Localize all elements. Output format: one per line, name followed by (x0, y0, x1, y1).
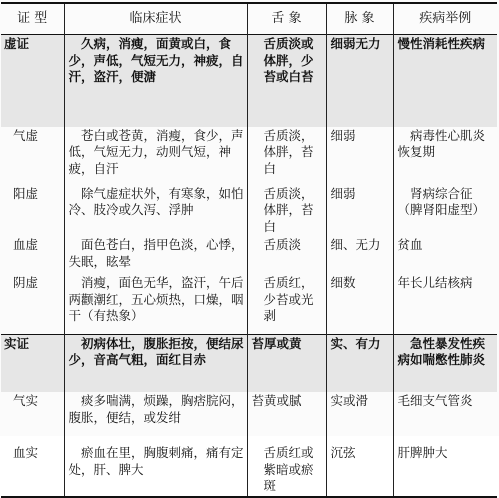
table-row-deficiency (1, 35, 497, 127)
cell-type: 阴虚 (13, 275, 39, 290)
cell-example: 病毒性心肌炎恢复期 (393, 127, 497, 185)
cell-type: 血虚 (13, 237, 39, 252)
header-tongue: 舌 象 (247, 3, 326, 35)
cell-tongue: 舌质淡，体胖，苔白 (247, 127, 326, 185)
cell-tongue: 苔厚或黄 (247, 334, 326, 392)
header-row (1, 3, 497, 35)
cell-type: 虚证 (1, 35, 64, 127)
syndrome-table (1, 2, 497, 498)
header-type: 证 型 (17, 10, 48, 26)
cell-symptoms: 苍白或苍黄，消瘦，食少，声低，气短无力，动则气短，神疲，自汗 (64, 127, 247, 185)
header-symptoms: 临床症状 (64, 3, 247, 35)
cell-tongue: 舌质淡，体胖，苔白 (247, 185, 326, 237)
cell-tongue: 舌质淡 (247, 236, 326, 274)
table-row (1, 236, 497, 274)
cell-tongue: 舌质淡或体胖，少苔或白苔 (247, 35, 326, 127)
cell-example: 年长儿结核病 (393, 274, 497, 334)
header-pulse: 脉 象 (326, 3, 393, 35)
cell-symptoms: 瘀血在里，胸腹刺痛，痛有定处，肝、脾大 (64, 444, 247, 497)
cell-pulse: 实或滑 (326, 392, 393, 444)
header-example: 疾病举例 (393, 3, 497, 35)
cell-tongue: 苔黄或腻 (247, 392, 326, 444)
cell-symptoms: 初病体壮，腹胀拒按，便结尿少，音高气粗，面红目赤 (64, 334, 247, 392)
table-row (1, 127, 497, 185)
cell-type: 实证 (1, 334, 64, 392)
cell-pulse: 沉弦 (326, 444, 393, 497)
cell-pulse: 细弱 (326, 127, 393, 185)
cell-tongue: 舌质红，少苔或光剥 (247, 274, 326, 334)
cell-tongue: 舌质红或紫暗或瘀斑 (247, 444, 326, 497)
cell-type: 阳虚 (13, 185, 39, 201)
cell-symptoms: 面色苍白，指甲色淡，心悸，失眠，眩晕 (64, 236, 247, 274)
cell-pulse: 细弱无力 (326, 35, 393, 127)
cell-symptoms: 痰多喘满，烦躁，胸痞脘闷，腹胀，便结，或发绀 (64, 392, 247, 444)
table-row (1, 185, 497, 237)
cell-type: 气虚 (13, 127, 39, 143)
cell-example: 慢性消耗性疾病 (393, 35, 497, 127)
cell-symptoms: 除气虚症状外，有寒象，如怕冷、肢冷或久泻、浮肿 (64, 185, 247, 237)
cell-pulse: 实、有力 (326, 334, 393, 392)
cell-example: 贫血 (393, 236, 497, 274)
table-row (1, 444, 497, 497)
table-row-excess (1, 334, 497, 392)
cell-type: 气实 (13, 393, 39, 408)
cell-symptoms: 消瘦，面色无华，盗汗，午后两颧潮红，五心烦热，口燥，咽干（有热象） (64, 274, 247, 334)
cell-pulse: 细、无力 (326, 236, 393, 274)
cell-symptoms: 久病，消瘦，面黄或白，食少，声低，气短无力，神疲，自汗，盗汗，便溏 (64, 35, 247, 127)
table-row (1, 274, 497, 334)
cell-example: 肝脾肿大 (393, 444, 497, 497)
cell-example: 肾病综合征（脾肾阳虚型） (393, 185, 497, 237)
table-row (1, 392, 497, 444)
cell-type: 血实 (13, 445, 39, 460)
cell-pulse: 细数 (326, 274, 393, 334)
cell-example: 急性暴发性疾病如喘憋性肺炎 (393, 334, 497, 392)
cell-pulse: 细弱 (326, 185, 393, 237)
cell-example: 毛细支气管炎 (393, 392, 497, 444)
